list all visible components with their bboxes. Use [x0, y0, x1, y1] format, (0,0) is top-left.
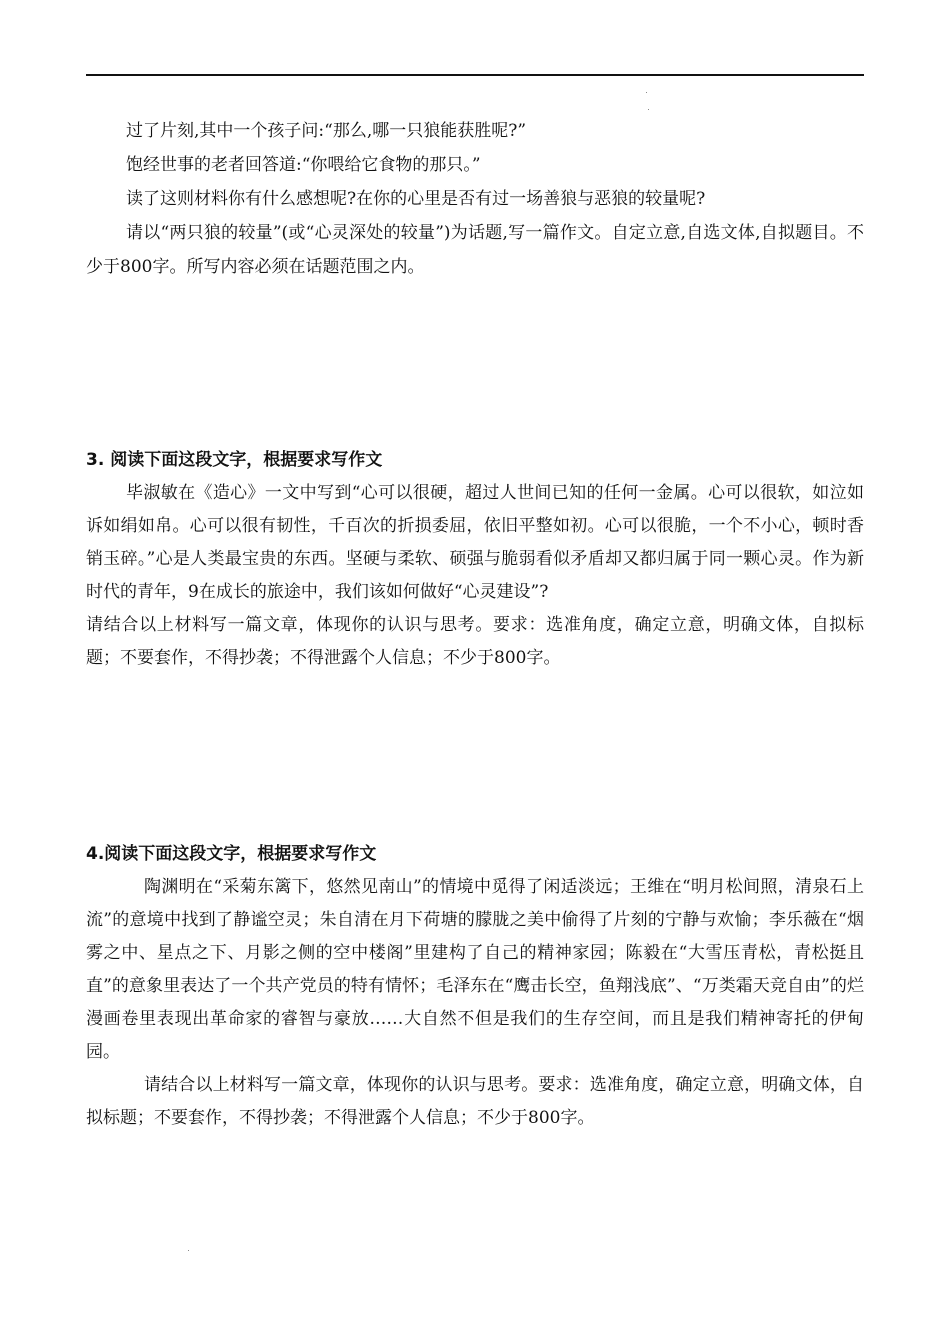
- header-rule: [86, 74, 864, 76]
- speck: [188, 1250, 189, 1251]
- section-3: [86, 446, 864, 675]
- paragraph: 过了片刻,其中一个孩子问:“那么,哪一只狼能获胜呢?”: [126, 121, 527, 141]
- paragraph: 请结合以上材料写一篇文章，体现你的认识与思考。要求：选准角度，确定立意，明确文体，自拟标题；不要套作，不得抄袭；不得泄露个人信息；不少于800字。: [86, 1075, 864, 1128]
- paragraph: 陶渊明在“采菊东篱下，悠然见南山”的情境中觅得了闲适淡远；王维在“明月松间照，清泉石上流”的意境中找到了静谧空灵；朱自清在月下荷塘的朦胧之美中偷得了片刻的宁静与欢愉；李乐薇在“烟雾之中、星点之下、月影之侧的空中楼阁”里建构了自己的精神家园；陈毅在“大雪压青松，青松挺且直”的意象里表达了一个共产党员的特有情怀；毛泽东在“鹰击长空，鱼翔浅底”、“万类霜天竞自由”的烂漫画卷里表现出革命家的睿智与豪放……大自然不但是我们的生存空间，而且是我们精神寄托的伊甸园。: [86, 877, 864, 1062]
- paragraph: 请以“两只狼的较量”(或“心灵深处的较量”)为话题,写一篇作文。自定立意,自选文体,自拟题目。不少于800字。所写内容必须在话题范围之内。: [86, 223, 864, 277]
- paragraph: 读了这则材料你有什么感想呢?在你的心里是否有过一场善狼与恶狼的较量呢?: [126, 189, 706, 209]
- section-1: [86, 114, 864, 284]
- paragraph: 饱经世事的老者回答道:“你喂给它食物的那只。”: [126, 155, 481, 175]
- section-heading: 3. 阅读下面这段文字，根据要求写作文: [86, 450, 383, 470]
- section-heading: 4.阅读下面这段文字，根据要求写作文: [86, 844, 377, 864]
- speck: [646, 92, 647, 93]
- speck: [648, 109, 649, 110]
- section-4: [86, 840, 864, 1135]
- paragraph: 毕淑敏在《造心》一文中写到“心可以很硬，超过人世间已知的任何一金属。心可以很软，如泣如诉如绢如帛。心可以很有韧性，千百次的折损委屈，依旧平整如初。心可以很脆，一个不小心，顿时香销玉碎。”心是人类最宝贵的东西。坚硬与柔软、硕强与脆弱看似矛盾却又都归属于同一颗心灵。作为新时代的青年，9在成长的旅途中，我们该如何做好“心灵建设”?: [86, 483, 864, 602]
- paragraph: 请结合以上材料写一篇文章，体现你的认识与思考。要求：选准角度，确定立意，明确文体，自拟标题；不要套作，不得抄袭；不得泄露个人信息；不少于800字。: [86, 615, 864, 668]
